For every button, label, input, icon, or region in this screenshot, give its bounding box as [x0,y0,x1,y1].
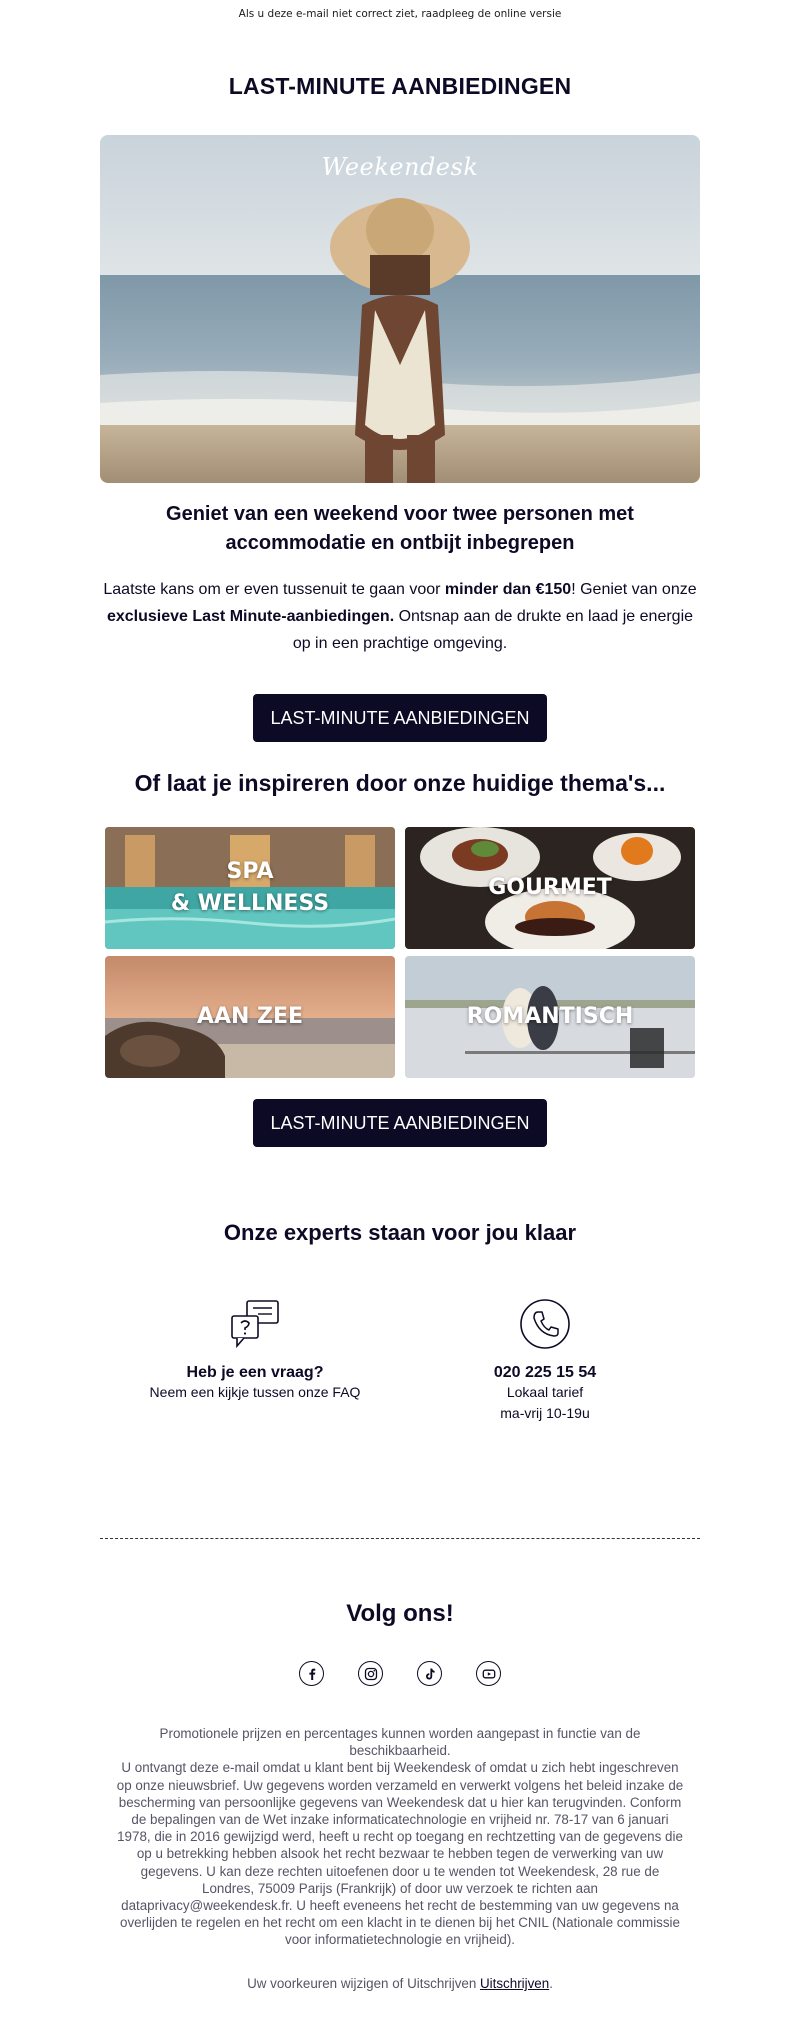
legal-privacy: U ontvangt deze e-mail omdat u klant bent bij Weekendesk of omdat u zich hebt ingeschreven op onze nieuwsbrief. Uw gegevens worden verzameld en verwerkt volgens het beleid inzake de bescherming van persoonlijke gegevens van Weekendesk dat u hier kan terugvinden. Conform de bepalingen van de Wet inzake informaticatechnologie en vrijheid nr. 78-17 van 6 januari 1978, die in 2016 gewijzigd werd, heeft u recht op toegang en rechtzetting van de gegevens die op u betrekking hebben alsook het recht bezwaar te hebben tegen de verwerking van uw gegevens. U kan deze rechten uitoefenen door u te wenden tot Weekendesk, 28 rue de Londres, 75009 Parijs (Frankrijk) of door uw verzoek te richten aan dataprivacy@weekendesk.fr. U heeft eveneens het recht de bestemming van uw gegevens na overlijden te regelen en het recht om een klacht in te dienen bij het CNIL (Nationale commissie voor informatietechnologie en vrijheid). [116,1760,684,1948]
social-links [0,1661,800,1686]
intro-part-3: Ontsnap aan de drukte en laad je energie op in een prachtige omgeving. [292,608,694,652]
online-version-link[interactable]: Als u deze e-mail niet correct ziet, raadpleeg de online versie [238,8,562,20]
question-chat-icon [229,1298,281,1350]
intro-exclusive: exclusieve Last Minute-aanbiedingen. [106,608,395,625]
intro-text [100,576,700,657]
legal-text [115,1725,685,1949]
last-minute-button-bottom[interactable]: LAST-MINUTE AANBIEDINGEN [253,1099,547,1147]
tiktok-icon[interactable] [417,1661,442,1686]
faq-title: Heb je een vraag? [186,1364,324,1381]
themes-title: Of laat je inspireren door onze huidige thema's... [134,770,666,796]
intro-part-1: Laatste kans om er even tussenuit te gaan voor [103,581,445,598]
intro-part-2: ! Geniet van onze [571,581,697,598]
theme-label: SPA & WELLNESS [170,859,330,916]
instagram-icon[interactable] [358,1661,383,1686]
theme-label: GOURMET [488,875,612,900]
intro-price: minder dan €150 [444,581,572,598]
faq-block[interactable] [105,1298,405,1403]
faq-text: Neem een kijkje tussen onze FAQ [149,1384,361,1400]
preferences-end: . [549,1976,553,1991]
theme-label: ROMANTISCH [466,1004,634,1029]
phone-number: 020 225 15 54 [493,1364,597,1381]
experts-title: Onze experts staan voor jou klaar [223,1220,577,1245]
divider [100,1538,700,1539]
phone-block[interactable] [395,1298,695,1424]
phone-icon [519,1298,571,1350]
preheader [0,8,800,20]
facebook-icon[interactable] [299,1661,324,1686]
theme-label: AAN ZEE [196,1004,304,1029]
weekendesk-logo: Weekendesk [321,153,479,181]
unsubscribe-link[interactable]: Uitschrijven [480,1976,550,1991]
last-minute-button-top[interactable]: LAST-MINUTE AANBIEDINGEN [253,694,547,742]
preferences-line [0,1976,800,1991]
follow-title: Volg ons! [346,1600,454,1627]
theme-tile-romantisch[interactable] [405,956,695,1078]
hero-illustration [100,135,700,483]
youtube-glyph [482,1667,496,1681]
legal-prices: Promotionele prijzen en percentages kunnen worden aangepast in functie van de beschikbaarheid. [159,1726,641,1759]
page-title: LAST-MINUTE AANBIEDINGEN [228,73,572,99]
preferences-text: Uw voorkeuren wijzigen of Uitschrijven [247,1976,480,1991]
theme-tile-gourmet[interactable] [405,827,695,949]
phone-hours: ma-vrij 10-19u [500,1405,590,1421]
theme-tile-spa[interactable] [105,827,395,949]
tiktok-glyph [423,1667,437,1681]
youtube-icon[interactable] [476,1661,501,1686]
facebook-glyph [305,1667,319,1681]
theme-tile-aan-zee[interactable] [105,956,395,1078]
hero-image[interactable] [100,135,700,483]
instagram-glyph [364,1667,378,1681]
phone-rate: Lokaal tarief [506,1384,584,1400]
offer-subtitle: Geniet van een weekend voor twee personen met accommodatie en ontbijt inbegrepen [166,503,634,554]
